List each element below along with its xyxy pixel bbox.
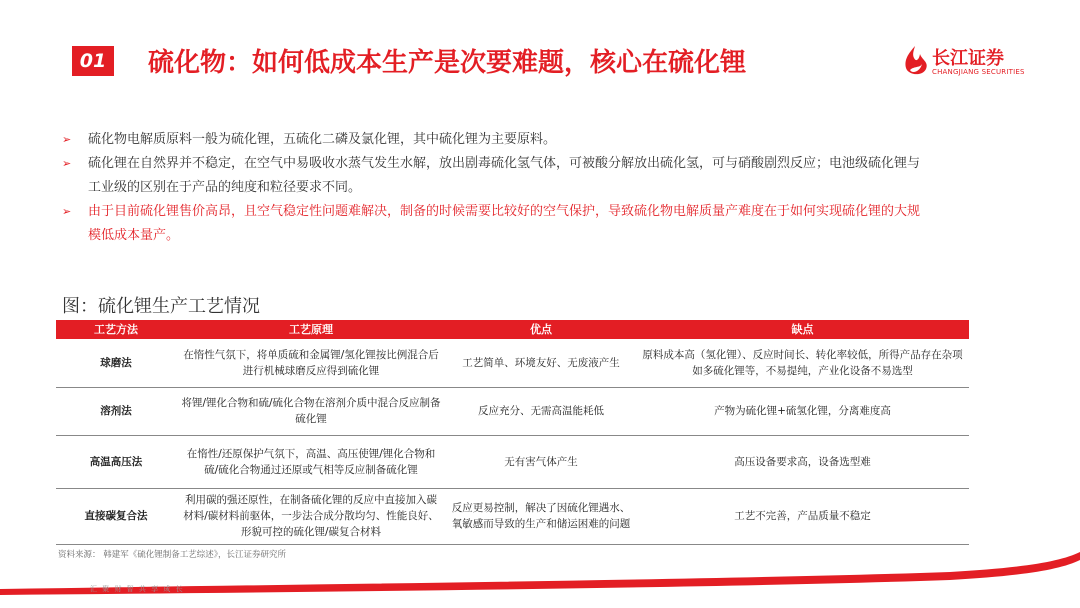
column-header: 工艺原理 [176, 320, 446, 339]
table-cell: 高温高压法 [56, 435, 176, 488]
table-cell: 球磨法 [56, 339, 176, 387]
table-row [56, 339, 969, 387]
logo-name-en: CHANGJIANG SECURITIES [932, 68, 1025, 76]
table-cell: 无有害气体产生 [446, 435, 636, 488]
table-cell: 溶剂法 [56, 387, 176, 435]
table-cell: 在惰性/还原保护气氛下，高温、高压使锂/锂化合物和硫/硫化合物通过还原或气相等反应制备硫化锂 [176, 435, 446, 488]
table-header-row [56, 320, 969, 339]
footer-swoosh-decoration [0, 540, 1080, 608]
table-cell: 产物为硫化锂+硫氢化锂，分离难度高 [636, 387, 969, 435]
table-cell: 将锂/锂化合物和硫/硫化合物在溶剂介质中混合反应制备硫化锂 [176, 387, 446, 435]
flame-logo-icon [900, 44, 930, 78]
table-cell: 工艺简单、环境友好、无废液产生 [446, 339, 636, 387]
bullet-text: 由于目前硫化锂售价高昂，且空气稳定性问题难解决，制备的时候需要比较好的空气保护，导致硫化物电解质量产难度在于如何实现硫化锂的大规模低成本量产。 [88, 204, 921, 243]
table-row [56, 488, 969, 544]
table-cell: 反应充分、无需高温能耗低 [446, 387, 636, 435]
bullet-text: 硫化物电解质原料一般为硫化锂，五硫化二磷及氯化锂，其中硫化锂为主要原料。 [88, 132, 557, 147]
table-cell: 原料成本高（氢化锂）、反应时间长、转化率较低，所得产品存在杂项如多硫化锂等，不易提纯，产业化设备不易选型 [636, 339, 969, 387]
arrow-bullet-icon: ➢ [62, 205, 72, 218]
table-cell: 高压设备要求高，设备选型难 [636, 435, 969, 488]
process-table [56, 320, 969, 545]
section-number-badge: 01 [72, 46, 114, 76]
arrow-bullet-icon: ➢ [62, 157, 72, 170]
column-header: 优点 [446, 320, 636, 339]
footer-slogan: 汇 聚 财 智 共 享 成 长 [90, 585, 185, 593]
table-row [56, 387, 969, 435]
page-title: 硫化物：如何低成本生产是次要难题，核心在硫化锂 [148, 48, 747, 78]
logo-name-cn: 长江证券 [932, 48, 1004, 69]
bullet-text: 硫化锂在自然界并不稳定，在空气中易吸收水蒸气发生水解，放出剧毒硫化氢气体，可被酸分解放出硫化氢，可与硝酸剧烈反应；电池级硫化锂与工业级的区别在于产品的纯度和粒径要求不同。 [88, 156, 921, 195]
column-header: 工艺方法 [56, 320, 176, 339]
table-cell: 在惰性气氛下，将单质硫和金属锂/氢化锂按比例混合后进行机械球磨反应得到硫化锂 [176, 339, 446, 387]
bullet-item [62, 128, 922, 152]
table-cell: 利用碳的强还原性，在制备硫化锂的反应中直接加入碳材料/碳材料前驱体，一步法合成分散均匀、性能良好、形貌可控的硫化锂/碳复合材料 [176, 488, 446, 544]
company-logo [900, 42, 1030, 82]
bullet-list [62, 128, 922, 248]
column-header: 缺点 [636, 320, 969, 339]
table-cell: 直接碳复合法 [56, 488, 176, 544]
figure-title: 图：硫化锂生产工艺情况 [62, 296, 260, 317]
table-cell: 反应更易控制，解决了因硫化锂遇水、氧敏感而导致的生产和储运困难的问题 [446, 488, 636, 544]
bullet-item-highlight [62, 200, 922, 248]
header [0, 38, 1080, 88]
bullet-item [62, 152, 922, 200]
table-row [56, 435, 969, 488]
arrow-bullet-icon: ➢ [62, 133, 72, 146]
table-cell: 工艺不完善，产品质量不稳定 [636, 488, 969, 544]
source-note: 资料来源： 韩建军《硫化锂制备工艺综述》，长江证券研究所 [58, 550, 286, 560]
